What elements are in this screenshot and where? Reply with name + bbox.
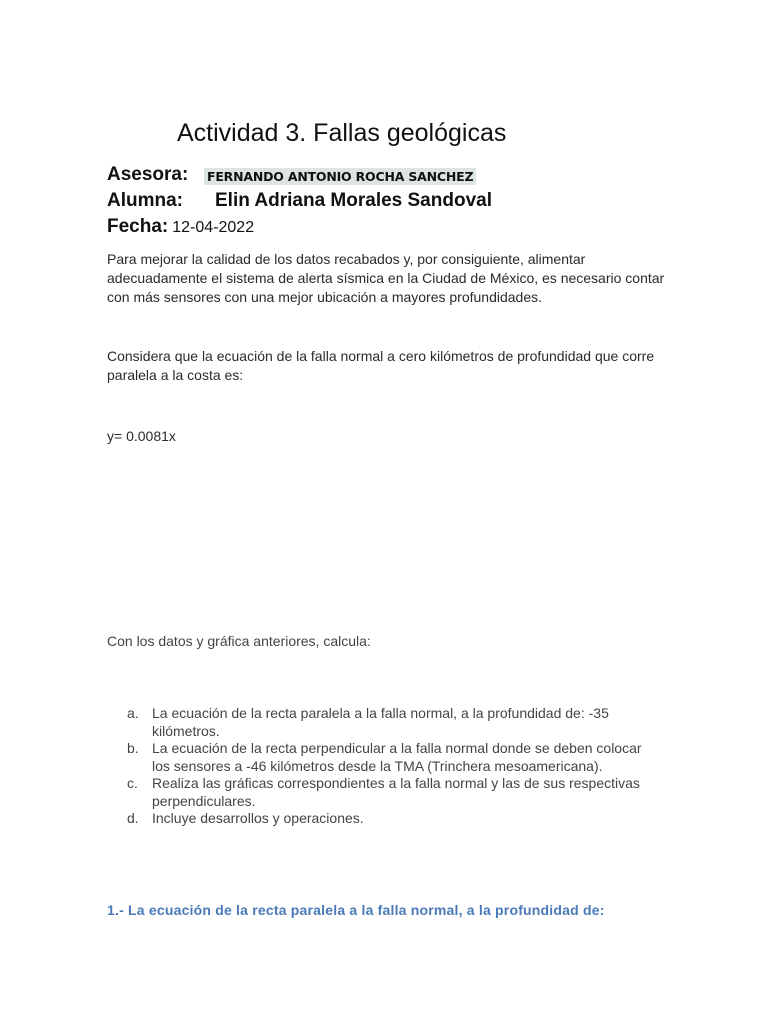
asesora-name: FERNANDO ANTONIO ROCHA SANCHEZ xyxy=(204,168,476,185)
fecha-line xyxy=(107,216,254,238)
asesora-line xyxy=(107,164,474,186)
list-marker: d. xyxy=(127,810,139,826)
list-item-text: La ecuación de la recta perpendicular a la falla normal donde se deben colocar los sensores a -46 kilómetros desde la TMA (Trinchera mesoamericana). xyxy=(152,740,642,774)
list-marker: c. xyxy=(127,775,138,791)
asesora-label: Asesora: xyxy=(107,164,189,185)
fault-equation: y= 0.0081x xyxy=(107,428,176,444)
list-item xyxy=(127,810,647,828)
alumna-line xyxy=(107,190,492,212)
alumna-name: Elin Adriana Morales Sandoval xyxy=(215,190,492,211)
fecha-label: Fecha: xyxy=(107,216,169,237)
page-title: Actividad 3. Fallas geológicas xyxy=(177,119,507,147)
fecha-value: 12-04-2022 xyxy=(172,219,255,236)
list-marker: b. xyxy=(127,740,139,756)
list-marker: a. xyxy=(127,705,139,721)
list-item-text: La ecuación de la recta paralela a la falla normal, a la profundidad de: -35 kilómetros. xyxy=(152,705,609,739)
calcula-paragraph: Con los datos y gráfica anteriores, calcula: xyxy=(107,633,371,649)
list-item-text: Incluye desarrollos y operaciones. xyxy=(152,810,364,826)
list-item xyxy=(127,705,647,740)
alumna-label: Alumna: xyxy=(107,190,183,211)
list-item-text: Realiza las gráficas correspondientes a la falla normal y las de sus respectivas perpendiculares. xyxy=(152,775,640,809)
task-list xyxy=(127,705,647,828)
intro-paragraph: Para mejorar la calidad de los datos recabados y, por consiguiente, alimentar adecuadamente el sistema de alerta sísmica en la Ciudad de México, es necesario contar con más sensores con una mejor ubicación a mayores profundidades. xyxy=(107,251,665,305)
considera-paragraph: Considera que la ecuación de la falla normal a cero kilómetros de profundidad que corre paralela a la costa es: xyxy=(107,348,655,383)
list-item xyxy=(127,740,647,775)
list-item xyxy=(127,775,647,810)
section-heading: 1.- La ecuación de la recta paralela a la falla normal, a la profundidad de: xyxy=(107,902,605,918)
